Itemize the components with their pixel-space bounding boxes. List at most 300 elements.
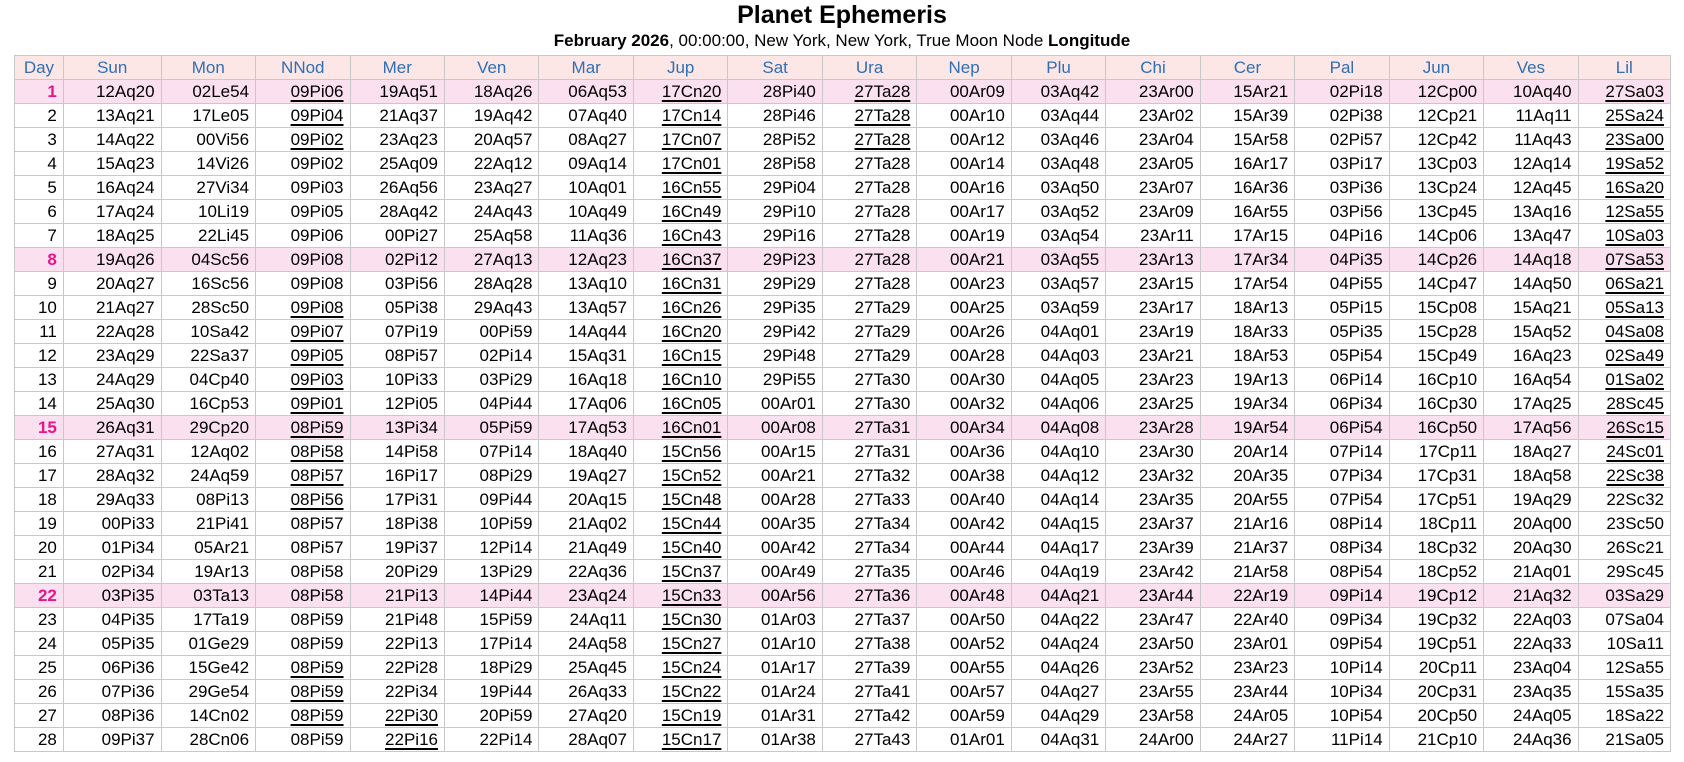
- table-row: [15, 296, 1671, 320]
- column-header-pal: Pal: [1295, 56, 1389, 80]
- table-row: [15, 704, 1671, 728]
- cell-sun: 06Pi36: [63, 656, 161, 680]
- cell-lil: 10Sa11: [1578, 632, 1670, 656]
- cell-pal: 07Pi54: [1295, 488, 1389, 512]
- cell-lil: [1578, 440, 1670, 464]
- cell-mon: 05Ar21: [161, 536, 255, 560]
- cell-chi: 23Ar19: [1106, 320, 1200, 344]
- day-cell: 12: [15, 344, 64, 368]
- underlined-value: 15Cn19: [661, 705, 722, 725]
- cell-mer: 23Aq23: [350, 128, 444, 152]
- cell-sat: 00Ar08: [728, 416, 822, 440]
- cell-mon: 21Pi41: [161, 512, 255, 536]
- cell-mon: 01Ge29: [161, 632, 255, 656]
- cell-mar: 07Aq40: [539, 104, 633, 128]
- cell-jun: 14Cp47: [1389, 272, 1483, 296]
- cell-pal: 06Pi34: [1295, 392, 1389, 416]
- cell-jup: [633, 680, 727, 704]
- cell-pal: 04Pi16: [1295, 224, 1389, 248]
- cell-mer: 19Aq51: [350, 80, 444, 104]
- cell-cer: 22Ar19: [1200, 584, 1294, 608]
- cell-ves: 10Aq40: [1484, 80, 1578, 104]
- cell-nep: 00Ar34: [917, 416, 1011, 440]
- cell-pal: 06Pi14: [1295, 368, 1389, 392]
- cell-sat: 28Pi40: [728, 80, 822, 104]
- day-cell: 14: [15, 392, 64, 416]
- cell-nep: 00Ar23: [917, 272, 1011, 296]
- cell-sat: 01Ar31: [728, 704, 822, 728]
- cell-sat: 00Ar15: [728, 440, 822, 464]
- cell-nep: 00Ar21: [917, 248, 1011, 272]
- cell-jun: 20Cp50: [1389, 704, 1483, 728]
- cell-mer: 02Pi12: [350, 248, 444, 272]
- underlined-value: 16Cn43: [661, 225, 722, 245]
- cell-sun: 18Aq25: [63, 224, 161, 248]
- cell-ven: 22Aq12: [444, 152, 538, 176]
- underlined-value: 26Sc15: [1606, 417, 1664, 437]
- cell-mon: 22Sa37: [161, 344, 255, 368]
- cell-ura: 27Ta28: [822, 272, 916, 296]
- cell-plu: 04Aq01: [1011, 320, 1105, 344]
- table-row: [15, 656, 1671, 680]
- cell-ves: 17Aq56: [1484, 416, 1578, 440]
- cell-lil: [1578, 464, 1670, 488]
- cell-ves: 24Aq05: [1484, 704, 1578, 728]
- cell-ves: 21Aq32: [1484, 584, 1578, 608]
- cell-mon: 02Le54: [161, 80, 255, 104]
- cell-jup: [633, 128, 727, 152]
- cell-mer: 22Pi34: [350, 680, 444, 704]
- cell-sat: 29Pi35: [728, 296, 822, 320]
- cell-sun: 29Aq33: [63, 488, 161, 512]
- cell-ura: 27Ta36: [822, 584, 916, 608]
- cell-lil: [1578, 296, 1670, 320]
- cell-nep: 00Ar12: [917, 128, 1011, 152]
- cell-mer: 00Pi27: [350, 224, 444, 248]
- cell-mar: 25Aq45: [539, 656, 633, 680]
- cell-ves: 11Aq11: [1484, 104, 1578, 128]
- cell-cer: 23Ar01: [1200, 632, 1294, 656]
- cell-ves: 15Aq21: [1484, 296, 1578, 320]
- cell-chi: 23Ar30: [1106, 440, 1200, 464]
- cell-mer: 22Pi13: [350, 632, 444, 656]
- cell-nep: 00Ar59: [917, 704, 1011, 728]
- column-header-nep: Nep: [917, 56, 1011, 80]
- underlined-value: 15Cn56: [661, 441, 722, 461]
- cell-nep: 00Ar36: [917, 440, 1011, 464]
- cell-sat: 00Ar28: [728, 488, 822, 512]
- cell-ura: 27Ta30: [822, 368, 916, 392]
- cell-pal: 11Pi14: [1295, 728, 1389, 752]
- cell-ves: 12Aq14: [1484, 152, 1578, 176]
- table-row: [15, 272, 1671, 296]
- cell-nnod: 08Pi57: [256, 512, 350, 536]
- day-cell: 17: [15, 464, 64, 488]
- cell-nep: 00Ar16: [917, 176, 1011, 200]
- cell-mer: 17Pi31: [350, 488, 444, 512]
- underlined-value: 16Sa20: [1605, 177, 1664, 197]
- cell-ves: 19Aq29: [1484, 488, 1578, 512]
- underlined-value: 06Sa21: [1605, 273, 1664, 293]
- cell-mer: 10Pi33: [350, 368, 444, 392]
- cell-ven: 04Pi44: [444, 392, 538, 416]
- cell-sun: 24Aq29: [63, 368, 161, 392]
- cell-plu: 03Aq42: [1011, 80, 1105, 104]
- column-header-jun: Jun: [1389, 56, 1483, 80]
- column-header-sat: Sat: [728, 56, 822, 80]
- cell-sat: 01Ar03: [728, 608, 822, 632]
- cell-mon: 04Sc56: [161, 248, 255, 272]
- underlined-value: 15Cn33: [661, 585, 722, 605]
- cell-chi: 23Ar55: [1106, 680, 1200, 704]
- cell-sat: 00Ar35: [728, 512, 822, 536]
- cell-cer: 19Ar13: [1200, 368, 1294, 392]
- cell-plu: 04Aq17: [1011, 536, 1105, 560]
- cell-nep: 00Ar14: [917, 152, 1011, 176]
- cell-jun: 18Cp11: [1389, 512, 1483, 536]
- cell-mar: 21Aq49: [539, 536, 633, 560]
- cell-pal: 07Pi14: [1295, 440, 1389, 464]
- cell-sat: 00Ar56: [728, 584, 822, 608]
- cell-sun: 20Aq27: [63, 272, 161, 296]
- cell-sun: 27Aq31: [63, 440, 161, 464]
- day-cell: 15: [15, 416, 64, 440]
- cell-mer: 18Pi38: [350, 512, 444, 536]
- cell-sat: 29Pi10: [728, 200, 822, 224]
- cell-ven: 20Aq57: [444, 128, 538, 152]
- cell-ven: 05Pi59: [444, 416, 538, 440]
- underlined-value: 15Cn22: [661, 681, 722, 701]
- cell-sun: 09Pi37: [63, 728, 161, 752]
- cell-plu: 04Aq15: [1011, 512, 1105, 536]
- cell-mon: 28Sc50: [161, 296, 255, 320]
- cell-nep: 00Ar26: [917, 320, 1011, 344]
- cell-ura: 27Ta34: [822, 512, 916, 536]
- cell-cer: 21Ar16: [1200, 512, 1294, 536]
- cell-chi: 23Ar17: [1106, 296, 1200, 320]
- underlined-value: 17Cn07: [661, 129, 722, 149]
- cell-lil: [1578, 392, 1670, 416]
- cell-ves: 13Aq47: [1484, 224, 1578, 248]
- cell-mer: [350, 704, 444, 728]
- underlined-value: 27Ta28: [854, 81, 911, 101]
- cell-ven: 13Pi29: [444, 560, 538, 584]
- cell-lil: 26Sc21: [1578, 536, 1670, 560]
- cell-ura: 27Ta43: [822, 728, 916, 752]
- cell-jun: 15Cp28: [1389, 320, 1483, 344]
- cell-cer: 18Ar53: [1200, 344, 1294, 368]
- cell-nep: 00Ar09: [917, 80, 1011, 104]
- cell-pal: 09Pi54: [1295, 632, 1389, 656]
- underlined-value: 16Cn31: [661, 273, 722, 293]
- cell-jup: [633, 368, 727, 392]
- cell-ura: 27Ta33: [822, 488, 916, 512]
- cell-plu: 04Aq03: [1011, 344, 1105, 368]
- cell-pal: 04Pi55: [1295, 272, 1389, 296]
- cell-nnod: [256, 440, 350, 464]
- cell-chi: 23Ar04: [1106, 128, 1200, 152]
- underlined-value: 16Cn49: [661, 201, 722, 221]
- underlined-value: 05Sa13: [1605, 297, 1664, 317]
- day-cell: 4: [15, 152, 64, 176]
- cell-chi: 23Ar23: [1106, 368, 1200, 392]
- cell-jup: [633, 608, 727, 632]
- cell-nep: 00Ar25: [917, 296, 1011, 320]
- cell-chi: 23Ar07: [1106, 176, 1200, 200]
- underlined-value: 04Sa08: [1605, 321, 1664, 341]
- cell-pal: 03Pi36: [1295, 176, 1389, 200]
- cell-nnod: [256, 80, 350, 104]
- cell-mar: 24Aq11: [539, 608, 633, 632]
- cell-mar: 19Aq27: [539, 464, 633, 488]
- cell-nnod: 08Pi59: [256, 632, 350, 656]
- underlined-value: 08Pi59: [290, 417, 344, 437]
- cell-pal: 06Pi54: [1295, 416, 1389, 440]
- table-row: [15, 176, 1671, 200]
- cell-pal: 05Pi15: [1295, 296, 1389, 320]
- cell-pal: 05Pi35: [1295, 320, 1389, 344]
- cell-nnod: 08Pi57: [256, 536, 350, 560]
- cell-sat: 29Pi48: [728, 344, 822, 368]
- underlined-value: 09Pi08: [290, 297, 344, 317]
- underlined-value: 27Ta28: [854, 129, 911, 149]
- underlined-value: 08Pi59: [290, 705, 344, 725]
- cell-chi: 23Ar11: [1106, 224, 1200, 248]
- day-cell: 18: [15, 488, 64, 512]
- cell-cer: 17Ar34: [1200, 248, 1294, 272]
- day-cell: 2: [15, 104, 64, 128]
- cell-ura: 27Ta29: [822, 320, 916, 344]
- cell-sun: 25Aq30: [63, 392, 161, 416]
- cell-sun: 28Aq32: [63, 464, 161, 488]
- column-header-cer: Cer: [1200, 56, 1294, 80]
- cell-plu: 04Aq14: [1011, 488, 1105, 512]
- day-cell: 23: [15, 608, 64, 632]
- day-cell: 20: [15, 536, 64, 560]
- cell-nep: 00Ar10: [917, 104, 1011, 128]
- subtitle-details: , 00:00:00, New York, New York, True Moon Node: [669, 31, 1049, 50]
- cell-mon: 29Cp20: [161, 416, 255, 440]
- cell-sat: 28Pi46: [728, 104, 822, 128]
- cell-chi: 23Ar21: [1106, 344, 1200, 368]
- table-row: [15, 440, 1671, 464]
- cell-lil: [1578, 224, 1670, 248]
- cell-jup: [633, 296, 727, 320]
- cell-jun: 18Cp52: [1389, 560, 1483, 584]
- column-header-ves: Ves: [1484, 56, 1578, 80]
- cell-sun: 19Aq26: [63, 248, 161, 272]
- cell-ven: 29Aq43: [444, 296, 538, 320]
- cell-lil: 23Sc50: [1578, 512, 1670, 536]
- cell-ven: 18Aq26: [444, 80, 538, 104]
- underlined-value: 16Cn20: [661, 321, 722, 341]
- column-header-day: Day: [15, 56, 64, 80]
- cell-mar: 13Aq10: [539, 272, 633, 296]
- cell-jun: 19Cp51: [1389, 632, 1483, 656]
- cell-mar: 09Aq14: [539, 152, 633, 176]
- underlined-value: 17Cn14: [661, 105, 722, 125]
- cell-sun: 01Pi34: [63, 536, 161, 560]
- cell-mon: 04Cp40: [161, 368, 255, 392]
- header-row: [15, 56, 1671, 80]
- cell-mon: 29Ge54: [161, 680, 255, 704]
- cell-jup: [633, 728, 727, 752]
- cell-mer: 08Pi57: [350, 344, 444, 368]
- cell-ura: 27Ta34: [822, 536, 916, 560]
- cell-pal: 02Pi57: [1295, 128, 1389, 152]
- cell-sat: 01Ar24: [728, 680, 822, 704]
- cell-ves: 23Aq04: [1484, 656, 1578, 680]
- cell-jun: 14Cp26: [1389, 248, 1483, 272]
- cell-mar: 11Aq36: [539, 224, 633, 248]
- cell-lil: 18Sa22: [1578, 704, 1670, 728]
- underlined-value: 09Pi02: [290, 129, 344, 149]
- column-header-nnod: NNod: [256, 56, 350, 80]
- underlined-value: 17Cn01: [661, 153, 722, 173]
- day-cell: 16: [15, 440, 64, 464]
- cell-sun: 07Pi36: [63, 680, 161, 704]
- table-row: [15, 560, 1671, 584]
- cell-sat: 00Ar49: [728, 560, 822, 584]
- cell-nep: 00Ar46: [917, 560, 1011, 584]
- cell-ura: [822, 80, 916, 104]
- table-row: [15, 392, 1671, 416]
- cell-jun: 19Cp32: [1389, 608, 1483, 632]
- cell-cer: 24Ar27: [1200, 728, 1294, 752]
- cell-jun: 16Cp50: [1389, 416, 1483, 440]
- cell-ves: 14Aq50: [1484, 272, 1578, 296]
- cell-ura: 27Ta42: [822, 704, 916, 728]
- cell-lil: 07Sa04: [1578, 608, 1670, 632]
- cell-plu: 04Aq10: [1011, 440, 1105, 464]
- cell-cer: 20Ar35: [1200, 464, 1294, 488]
- cell-ura: [822, 104, 916, 128]
- cell-ves: 21Aq01: [1484, 560, 1578, 584]
- cell-jup: [633, 440, 727, 464]
- table-row: [15, 248, 1671, 272]
- cell-sat: 29Pi23: [728, 248, 822, 272]
- table-row: [15, 128, 1671, 152]
- cell-ven: 18Pi29: [444, 656, 538, 680]
- underlined-value: 16Cn01: [661, 417, 722, 437]
- day-cell: 1: [15, 80, 64, 104]
- cell-ura: 27Ta32: [822, 464, 916, 488]
- cell-lil: [1578, 320, 1670, 344]
- cell-nnod: [256, 392, 350, 416]
- cell-cer: 20Ar55: [1200, 488, 1294, 512]
- cell-mon: 24Aq59: [161, 464, 255, 488]
- cell-ura: 27Ta31: [822, 416, 916, 440]
- cell-ura: 27Ta39: [822, 656, 916, 680]
- cell-nnod: 09Pi03: [256, 176, 350, 200]
- cell-sat: 00Ar01: [728, 392, 822, 416]
- cell-nnod: [256, 680, 350, 704]
- underlined-value: 15Cn17: [661, 729, 722, 749]
- cell-nep: 00Ar17: [917, 200, 1011, 224]
- column-header-chi: Chi: [1106, 56, 1200, 80]
- subtitle-mode: Longitude: [1048, 31, 1131, 50]
- column-header-lil: Lil: [1578, 56, 1670, 80]
- cell-jup: [633, 176, 727, 200]
- cell-jup: [633, 704, 727, 728]
- cell-cer: 19Ar34: [1200, 392, 1294, 416]
- cell-jun: 12Cp00: [1389, 80, 1483, 104]
- cell-sun: 14Aq22: [63, 128, 161, 152]
- day-cell: 21: [15, 560, 64, 584]
- cell-plu: 04Aq24: [1011, 632, 1105, 656]
- cell-cer: 20Ar14: [1200, 440, 1294, 464]
- cell-jup: [633, 104, 727, 128]
- cell-mar: 21Aq02: [539, 512, 633, 536]
- cell-jun: 19Cp12: [1389, 584, 1483, 608]
- cell-sat: 00Ar42: [728, 536, 822, 560]
- day-cell: 3: [15, 128, 64, 152]
- cell-mon: 14Vi26: [161, 152, 255, 176]
- underlined-value: 22Pi16: [385, 729, 438, 749]
- table-row: [15, 608, 1671, 632]
- cell-ves: 23Aq35: [1484, 680, 1578, 704]
- cell-plu: 03Aq44: [1011, 104, 1105, 128]
- cell-plu: 04Aq27: [1011, 680, 1105, 704]
- cell-jup: [633, 224, 727, 248]
- cell-pal: 10Pi54: [1295, 704, 1389, 728]
- cell-nnod: [256, 296, 350, 320]
- cell-pal: 09Pi34: [1295, 608, 1389, 632]
- cell-ves: 11Aq43: [1484, 128, 1578, 152]
- cell-mon: 08Pi13: [161, 488, 255, 512]
- cell-mer: 12Pi05: [350, 392, 444, 416]
- cell-cer: 16Ar55: [1200, 200, 1294, 224]
- cell-mer: 21Pi48: [350, 608, 444, 632]
- table-row: [15, 680, 1671, 704]
- column-header-sun: Sun: [63, 56, 161, 80]
- cell-sun: 22Aq28: [63, 320, 161, 344]
- cell-lil: [1578, 80, 1670, 104]
- cell-plu: 04Aq31: [1011, 728, 1105, 752]
- cell-ven: 08Pi29: [444, 464, 538, 488]
- cell-ves: 13Aq16: [1484, 200, 1578, 224]
- cell-ura: 27Ta41: [822, 680, 916, 704]
- cell-jun: 16Cp10: [1389, 368, 1483, 392]
- cell-chi: 23Ar13: [1106, 248, 1200, 272]
- underlined-value: 07Sa53: [1605, 249, 1664, 269]
- cell-chi: 23Ar44: [1106, 584, 1200, 608]
- cell-mer: 19Pi37: [350, 536, 444, 560]
- cell-nnod: [256, 344, 350, 368]
- cell-pal: 09Pi14: [1295, 584, 1389, 608]
- cell-nnod: 09Pi08: [256, 272, 350, 296]
- underlined-value: 15Cn48: [661, 489, 722, 509]
- underlined-value: 17Cn20: [661, 81, 722, 101]
- cell-sun: 12Aq20: [63, 80, 161, 104]
- cell-pal: 03Pi17: [1295, 152, 1389, 176]
- cell-mer: 21Pi13: [350, 584, 444, 608]
- cell-ves: 15Aq52: [1484, 320, 1578, 344]
- underlined-value: 15Cn40: [661, 537, 722, 557]
- cell-nep: 00Ar55: [917, 656, 1011, 680]
- cell-sun: 13Aq21: [63, 104, 161, 128]
- cell-chi: 23Ar28: [1106, 416, 1200, 440]
- underlined-value: 28Sc45: [1606, 393, 1664, 413]
- cell-mon: 16Sc56: [161, 272, 255, 296]
- cell-mar: 22Aq36: [539, 560, 633, 584]
- underlined-value: 16Cn15: [661, 345, 722, 365]
- page-title: Planet Ephemeris: [737, 1, 947, 29]
- table-row: [15, 80, 1671, 104]
- cell-mer: 20Pi29: [350, 560, 444, 584]
- table-row: [15, 320, 1671, 344]
- cell-ven: 20Pi59: [444, 704, 538, 728]
